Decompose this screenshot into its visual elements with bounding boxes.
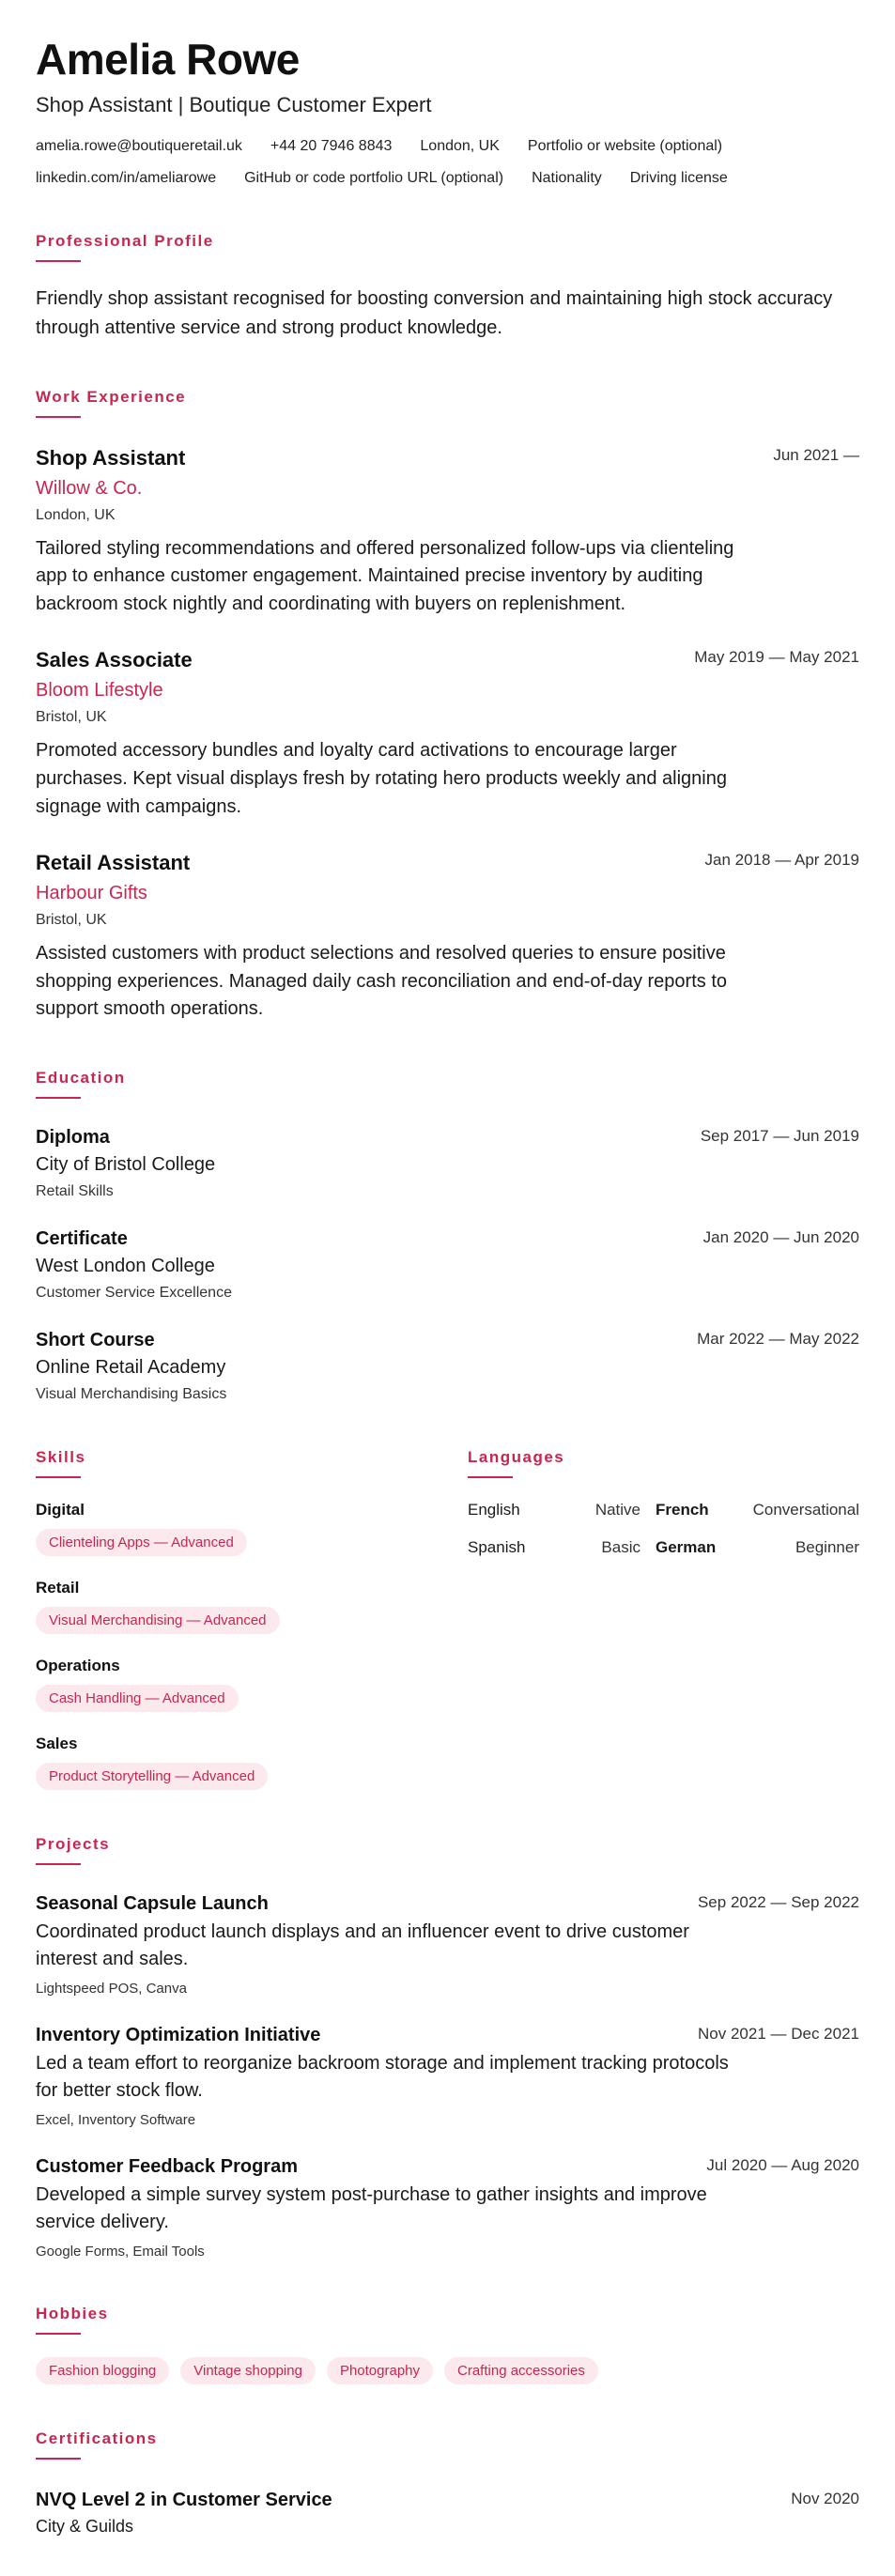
language-item <box>656 1501 859 1519</box>
language-name: German <box>656 1537 717 1556</box>
section-divider <box>36 2333 81 2335</box>
contact-email[interactable]: amelia.rowe@boutiqueretail.uk <box>36 137 242 154</box>
section-title: Work Experience <box>36 387 187 406</box>
profile-section <box>36 232 859 343</box>
job-location: Bristol, UK <box>36 912 107 929</box>
language-item <box>468 1501 656 1519</box>
job-title: Retail Assistant <box>36 851 191 875</box>
education-degree: Short Course <box>36 1329 155 1350</box>
section-title: Certifications <box>36 2429 158 2447</box>
education-institution: West London College <box>36 1255 215 1276</box>
contact-nationality: Nationality <box>532 169 602 186</box>
education-degree: Diploma <box>36 1126 110 1148</box>
contact-list <box>36 138 862 187</box>
certification-date: Nov 2020 <box>791 2489 859 2507</box>
certification-issuer: City & Guilds <box>36 2516 134 2536</box>
language-name: English <box>468 1500 520 1519</box>
project-entry <box>36 2156 859 2260</box>
contact-linkedin[interactable]: linkedin.com/in/ameliarowe <box>36 169 217 186</box>
education-entry <box>36 1228 859 1302</box>
job-description: Promoted accessory bundles and loyalty card activations to encourage larger purchases. Kept visual displays fresh by rotating hero products weekly and aligning signage with campaigns. <box>36 740 727 817</box>
section-divider <box>36 416 81 418</box>
education-field: Customer Service Excellence <box>36 1284 232 1301</box>
education-entry <box>36 1330 859 1403</box>
skill-pill: Product Storytelling — Advanced <box>36 1763 268 1790</box>
section-title: Projects <box>36 1834 111 1853</box>
job-dates: May 2019 — May 2021 <box>694 648 859 667</box>
project-title: Seasonal Capsule Launch <box>36 1892 269 1914</box>
contact-github[interactable]: GitHub or code portfolio URL (optional) <box>244 169 504 186</box>
skill-pill: Visual Merchandising — Advanced <box>36 1607 280 1634</box>
projects-section <box>36 1835 859 2260</box>
job-location: London, UK <box>36 506 116 523</box>
language-level: Basic <box>601 1537 640 1556</box>
section-title: Professional Profile <box>36 231 214 250</box>
language-level: Conversational <box>752 1500 859 1519</box>
job-dates: Jun 2021 — <box>773 445 859 464</box>
job-entry <box>36 446 859 619</box>
project-description: Developed a simple survey system post-purchase to gather insights and improve service delivery. <box>36 2183 707 2232</box>
section-title: Hobbies <box>36 2304 109 2322</box>
languages-section <box>468 1448 859 1790</box>
skill-pill: Cash Handling — Advanced <box>36 1685 239 1712</box>
project-title: Customer Feedback Program <box>36 2155 298 2177</box>
project-tech: Excel, Inventory Software <box>36 2111 196 2128</box>
education-entry <box>36 1127 859 1200</box>
project-dates: Sep 2022 — Sep 2022 <box>697 1892 859 1911</box>
hobby-pill: Vintage shopping <box>180 2357 316 2384</box>
project-tech: Lightspeed POS, Canva <box>36 1980 187 1997</box>
skill-group-name: Digital <box>36 1500 85 1519</box>
candidate-headline: Shop Assistant | Boutique Customer Expert <box>36 92 432 116</box>
job-description: Tailored styling recommendations and offered personalized follow-ups via clienteling app to enhance customer engagement. Maintained precise inventory by auditing backroom stock nightly and coordinating with buyers on replenishment. <box>36 537 734 614</box>
education-dates: Mar 2022 — May 2022 <box>697 1329 859 1348</box>
section-divider <box>36 1476 81 1478</box>
language-list <box>468 1501 859 1557</box>
language-level: Beginner <box>795 1537 859 1556</box>
skill-group <box>36 1501 468 1556</box>
hobbies-section <box>36 2305 859 2384</box>
job-company: Harbour Gifts <box>36 883 147 904</box>
education-dates: Jan 2020 — Jun 2020 <box>702 1227 859 1246</box>
resume-header <box>36 36 859 187</box>
education-field: Visual Merchandising Basics <box>36 1385 227 1402</box>
candidate-name: Amelia Rowe <box>36 35 300 84</box>
language-level: Native <box>594 1500 640 1519</box>
education-section <box>36 1069 859 1403</box>
section-divider <box>468 1476 513 1478</box>
section-divider <box>36 1863 81 1865</box>
hobby-pill: Fashion blogging <box>36 2357 169 2384</box>
contact-portfolio[interactable]: Portfolio or website (optional) <box>527 137 723 154</box>
hobby-list <box>36 2357 859 2384</box>
language-item <box>656 1538 859 1557</box>
project-entry <box>36 1893 859 1997</box>
job-company: Willow & Co. <box>36 477 143 499</box>
job-title: Sales Associate <box>36 648 193 672</box>
project-dates: Jul 2020 — Aug 2020 <box>706 2155 859 2174</box>
project-description: Coordinated product launch displays and an influencer event to drive customer interest and sales. <box>36 1920 689 1969</box>
education-dates: Sep 2017 — Jun 2019 <box>700 1126 859 1145</box>
hobby-pill: Photography <box>327 2357 433 2384</box>
certifications-section <box>36 2429 859 2537</box>
education-institution: City of Bristol College <box>36 1153 216 1175</box>
skill-group-name: Retail <box>36 1578 80 1597</box>
job-description: Assisted customers with product selections and resolved queries to ensure positive shopping experiences. Managed daily cash reconciliation and end-of-day reports to support smooth operations. <box>36 943 728 1020</box>
education-field: Retail Skills <box>36 1182 114 1199</box>
experience-section <box>36 388 859 1024</box>
job-entry <box>36 851 859 1024</box>
job-dates: Jan 2018 — Apr 2019 <box>704 851 859 870</box>
contact-phone[interactable]: +44 20 7946 8843 <box>270 137 393 154</box>
section-divider <box>36 1097 81 1099</box>
language-name: Spanish <box>468 1537 526 1556</box>
skill-pill: Clienteling Apps — Advanced <box>36 1529 247 1556</box>
job-title: Shop Assistant <box>36 445 186 470</box>
job-company: Bloom Lifestyle <box>36 680 163 702</box>
section-title: Education <box>36 1068 126 1087</box>
skill-group-name: Sales <box>36 1734 78 1752</box>
job-location: Bristol, UK <box>36 709 107 726</box>
hobby-pill: Crafting accessories <box>444 2357 598 2384</box>
skills-section <box>36 1448 468 1790</box>
certification-entry <box>36 2490 859 2537</box>
skill-group-name: Operations <box>36 1656 120 1674</box>
skills-languages-row <box>36 1448 859 1790</box>
profile-text: Friendly shop assistant recognised for boosting conversion and maintaining high stock accuracy through attentive service and strong product knowledge. <box>36 287 833 338</box>
project-dates: Nov 2021 — Dec 2021 <box>698 2024 859 2043</box>
language-name: French <box>656 1500 709 1519</box>
project-tech: Google Forms, Email Tools <box>36 2243 205 2260</box>
skill-group <box>36 1579 468 1634</box>
skill-group <box>36 1735 468 1790</box>
section-title: Skills <box>36 1447 86 1466</box>
certification-name: NVQ Level 2 in Customer Service <box>36 2489 332 2510</box>
project-title: Inventory Optimization Initiative <box>36 2024 321 2045</box>
language-item <box>468 1538 656 1557</box>
education-degree: Certificate <box>36 1227 128 1249</box>
section-divider <box>36 2458 81 2460</box>
project-entry <box>36 2025 859 2128</box>
contact-location: London, UK <box>420 137 500 154</box>
contact-driving-license: Driving license <box>629 169 728 186</box>
education-institution: Online Retail Academy <box>36 1356 226 1378</box>
section-title: Languages <box>468 1447 565 1466</box>
skill-group <box>36 1657 468 1712</box>
job-entry <box>36 648 859 821</box>
project-description: Led a team effort to reorganize backroom storage and implement tracking protocols for better stock flow. <box>36 2052 729 2101</box>
section-divider <box>36 260 81 262</box>
